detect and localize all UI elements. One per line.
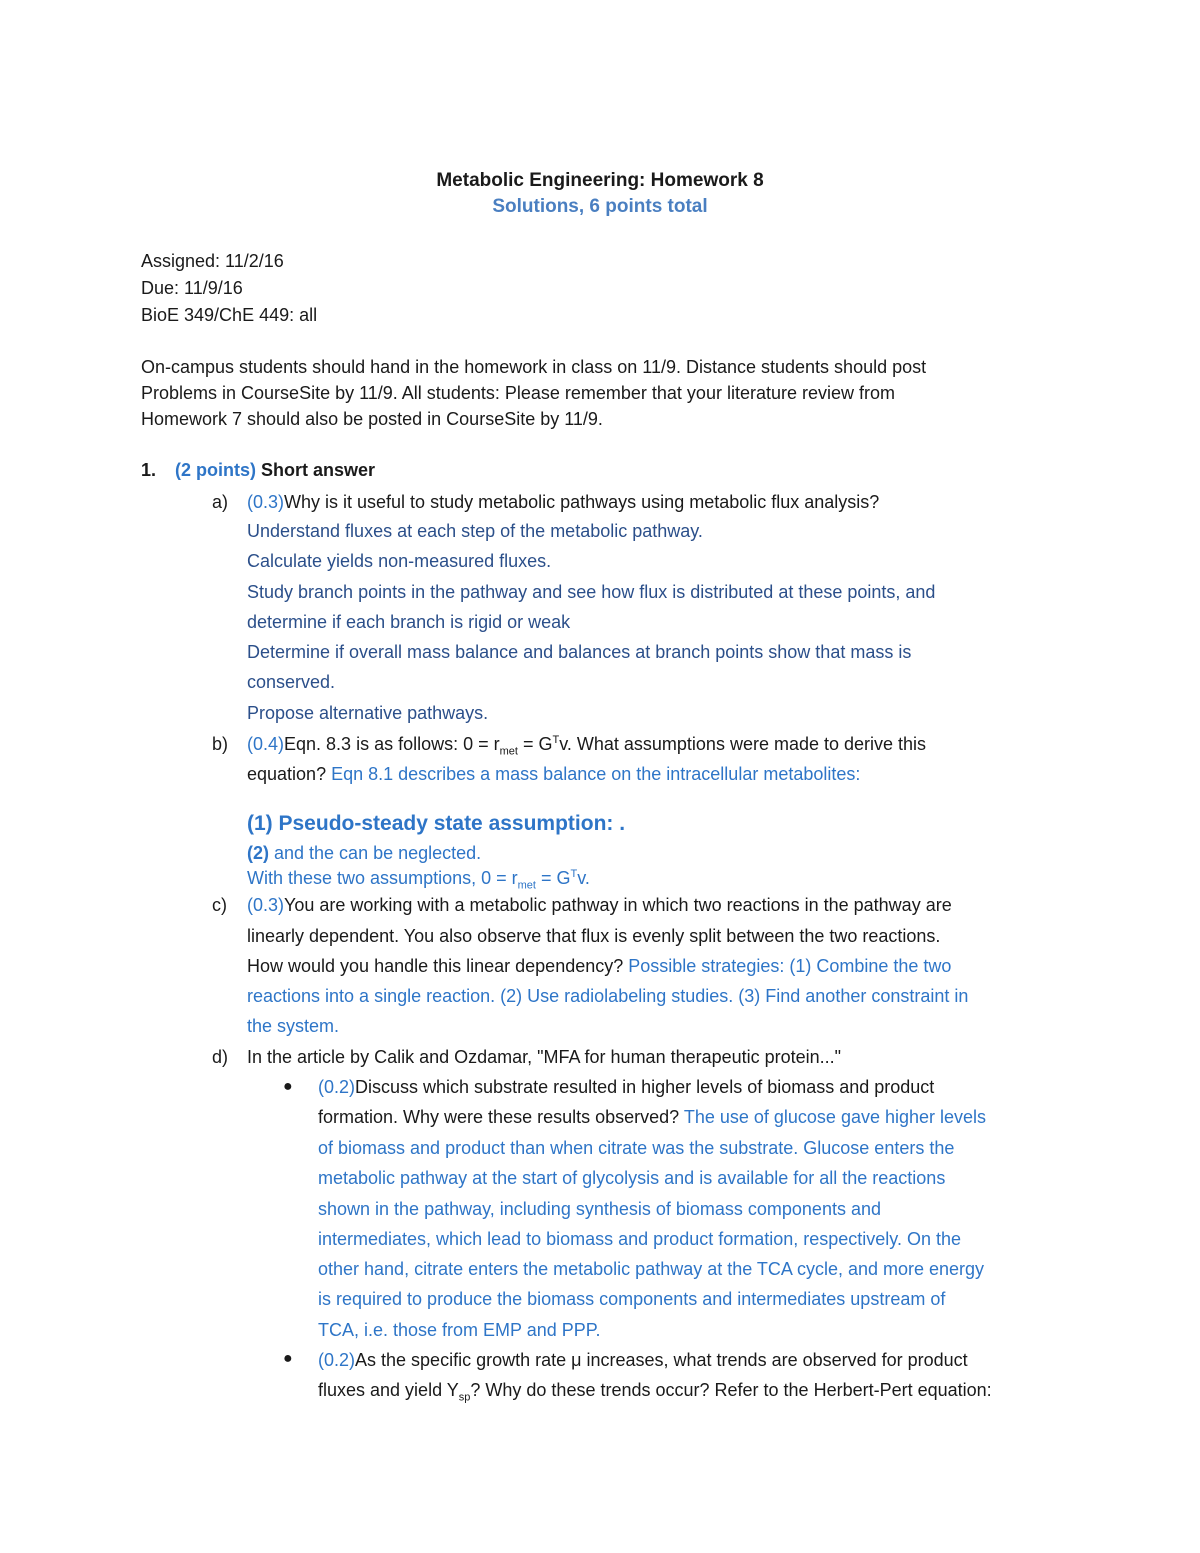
answer-line: Calculate yields non-measured fluxes. bbox=[247, 551, 552, 572]
part-a-label: a) bbox=[212, 492, 229, 512]
bullet2-line1 bbox=[318, 1350, 968, 1371]
assumption-1: (1) Pseudo-steady state assumption: . bbox=[247, 812, 626, 835]
part-a-points: (0.3) bbox=[247, 492, 285, 512]
answer-line: other hand, citrate enters the metabolic pathway at the TCA cycle, and more energy bbox=[318, 1259, 985, 1280]
answer-line: Study branch points in the pathway and see how flux is distributed at these points, and bbox=[247, 581, 936, 602]
bullet2-question: As the specific growth rate μ increases, what trends are observed for product bbox=[355, 1350, 968, 1370]
answer-line: metabolic pathway at the start of glycolysis and is available for all the reactions bbox=[318, 1168, 946, 1189]
intro-line: On-campus students should hand in the homework in class on 11/9. Distance students should post bbox=[141, 357, 927, 377]
question-number: 1. bbox=[141, 460, 157, 480]
part-a-answers bbox=[247, 516, 935, 728]
part-d-intro: In the article by Calik and Ozdamar, "MFA for human therapeutic protein..." bbox=[247, 1047, 842, 1067]
question-points: (2 points) bbox=[175, 460, 256, 480]
assigned-date: Assigned: 11/2/16 bbox=[141, 251, 284, 271]
bullet2-text: fluxes and yield Y bbox=[318, 1380, 459, 1400]
answer-line: Understand fluxes at each step of the metabolic pathway. bbox=[247, 521, 703, 541]
bullet-icon: ● bbox=[283, 1078, 293, 1095]
bullet1-answer: The use of glucose gave higher levels bbox=[679, 1107, 987, 1127]
answer-line: of biomass and product than when citrate was the substrate. Glucose enters the bbox=[318, 1138, 955, 1158]
bullet2-sub: sp bbox=[458, 1391, 471, 1404]
assumption-2 bbox=[247, 843, 481, 864]
assumption-conclusion bbox=[247, 868, 590, 892]
part-c-line2: linearly dependent. You also observe that flux is evenly split between the two reactions. bbox=[247, 926, 941, 946]
answer-line: Determine if overall mass balance and balances at branch points show that mass is bbox=[247, 642, 912, 663]
part-c-answer: Possible strategies: (1) Combine the two bbox=[623, 956, 952, 976]
intro-paragraph bbox=[141, 354, 1061, 432]
intro-line: Homework 7 should also be posted in CourseSite by 11/9. bbox=[141, 409, 603, 429]
assignment-meta bbox=[141, 248, 317, 329]
assumption-2-number: (2) bbox=[247, 843, 269, 863]
part-c-answer-line: reactions into a single reaction. (2) Use radiolabeling studies. (3) Find another constraint in bbox=[247, 986, 969, 1006]
part-b-label: b) bbox=[212, 734, 229, 754]
bullet1-answers bbox=[318, 1133, 984, 1345]
question-title: Short answer bbox=[261, 460, 376, 480]
assumption-2-text: and the can be neglected. bbox=[269, 843, 482, 863]
answer-line: intermediates, which lead to biomass and product formation, respectively. On the bbox=[318, 1228, 961, 1249]
bullet1-question: Discuss which substrate resulted in higher levels of biomass and product bbox=[355, 1077, 935, 1097]
bullet2-points: (0.2) bbox=[318, 1350, 356, 1370]
part-c-text: How would you handle this linear dependency? bbox=[247, 956, 624, 976]
bullet2-text: ? Why do these trends occur? Refer to the Herbert-Pert equation: bbox=[470, 1380, 992, 1400]
bullet1-line1 bbox=[318, 1077, 934, 1098]
bullet1-question: formation. Why were these results observed? bbox=[318, 1107, 680, 1127]
answer-line: conserved. bbox=[247, 672, 336, 693]
answer-line: shown in the pathway, including synthesis of biomass components and bbox=[318, 1198, 881, 1219]
answer-line: is required to produce the biomass components and intermediates upstream of bbox=[318, 1289, 946, 1310]
part-c-answer-line: the system. bbox=[247, 1016, 340, 1036]
part-b-sub: met bbox=[499, 745, 518, 758]
answer-line: determine if each branch is rigid or weak bbox=[247, 611, 571, 632]
part-c-line3 bbox=[247, 956, 951, 977]
bullet1-line2 bbox=[318, 1107, 986, 1128]
part-c-points: (0.3) bbox=[247, 895, 285, 915]
part-b-points: (0.4) bbox=[247, 734, 285, 754]
conclusion-sub: met bbox=[517, 879, 536, 892]
bullet1-points: (0.2) bbox=[318, 1077, 356, 1097]
part-b-question-line1 bbox=[247, 734, 926, 758]
part-b-text: Eqn. 8.3 is as follows: 0 = r bbox=[284, 734, 500, 754]
due-date: Due: 11/9/16 bbox=[141, 278, 243, 298]
page-title: Metabolic Engineering: Homework 8 bbox=[436, 170, 764, 191]
part-b-question-line2 bbox=[247, 764, 860, 785]
bullet-icon: ● bbox=[283, 1350, 293, 1367]
part-b-answer: Eqn 8.1 describes a mass balance on the intracellular metabolites: bbox=[326, 764, 861, 784]
part-c-label: c) bbox=[212, 895, 227, 915]
conclusion-text: v. bbox=[577, 868, 590, 888]
conclusion-sup: T bbox=[570, 868, 578, 880]
course-info: BioE 349/ChE 449: all bbox=[141, 305, 318, 325]
bullet2-line2 bbox=[318, 1380, 992, 1404]
part-b-text: v. What assumptions were made to derive this bbox=[559, 734, 927, 754]
part-d-label: d) bbox=[212, 1047, 229, 1067]
part-c-line1 bbox=[247, 895, 952, 916]
part-c-text: You are working with a metabolic pathway in which two reactions in the pathway are bbox=[284, 895, 952, 915]
part-b-text: equation? bbox=[247, 764, 327, 784]
part-b-sup: T bbox=[552, 734, 560, 746]
part-a-question-text: Why is it useful to study metabolic pathways using metabolic flux analysis? bbox=[284, 492, 880, 512]
conclusion-text: With these two assumptions, 0 = r bbox=[247, 868, 518, 888]
part-a-question bbox=[247, 492, 879, 513]
question-heading bbox=[175, 460, 375, 481]
answer-line: TCA, i.e. those from EMP and PPP. bbox=[318, 1319, 601, 1340]
conclusion-text: = G bbox=[535, 868, 571, 888]
page-subtitle: Solutions, 6 points total bbox=[492, 196, 708, 217]
answer-line: Propose alternative pathways. bbox=[247, 702, 489, 723]
intro-line: Problems in CourseSite by 11/9. All students: Please remember that your literature review from bbox=[141, 383, 895, 403]
part-b-text: = G bbox=[517, 734, 553, 754]
